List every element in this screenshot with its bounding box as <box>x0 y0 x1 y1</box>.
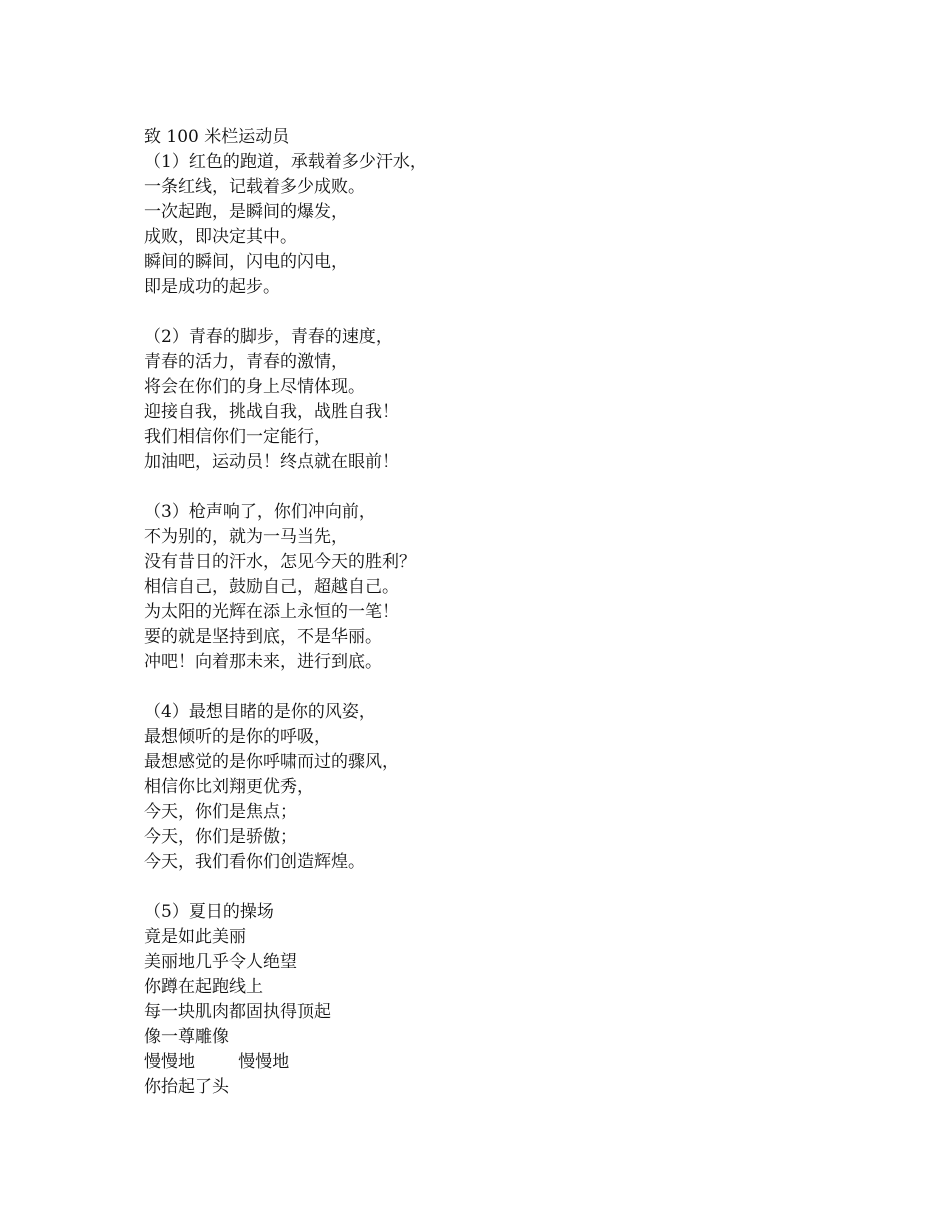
poem-line: 将会在你们的身上尽情体现。 <box>144 377 365 397</box>
poem-line: 今天，你们是焦点； <box>144 802 297 822</box>
poem-line: 冲吧！向着那未来，进行到底。 <box>144 652 382 672</box>
poem-line: 你抬起了头 <box>144 1077 229 1097</box>
poem-line: 一次起跑，是瞬间的爆发， <box>144 202 348 222</box>
poem-line: 你蹲在起跑线上 <box>144 977 263 997</box>
poem-line: 迎接自我，挑战自我，战胜自我！ <box>144 402 399 422</box>
document-body <box>144 125 864 1100</box>
poem-line: 即是成功的起步。 <box>144 277 280 297</box>
poem-line: （2）青春的脚步，青春的速度， <box>144 327 393 347</box>
stanza-spacer <box>144 300 864 325</box>
poem-title: 致 100 米栏运动员 <box>144 127 290 147</box>
poem-line: （1）红色的跑道，承载着多少汗水， <box>144 152 427 172</box>
poem-line: 今天，我们看你们创造辉煌。 <box>144 852 365 872</box>
poem-line: 最想感觉的是你呼啸而过的骤风， <box>144 752 399 772</box>
poem-line: 加油吧，运动员！终点就在眼前！ <box>144 452 399 472</box>
stanza-1 <box>144 150 864 300</box>
poem-line: 为太阳的光辉在添上永恒的一笔！ <box>144 602 399 622</box>
poem-line: 一条红线，记载着多少成败。 <box>144 177 365 197</box>
poem-line: 没有昔日的汗水，怎见今天的胜利？ <box>144 552 416 572</box>
stanza-2 <box>144 325 864 475</box>
stanza-spacer <box>144 675 864 700</box>
poem-line: 慢慢地 慢慢地 <box>144 1052 290 1072</box>
poem-line: 不为别的，就为一马当先， <box>144 527 348 547</box>
stanza-spacer <box>144 875 864 900</box>
poem-line: 瞬间的瞬间，闪电的闪电， <box>144 252 348 272</box>
poem-line: 竟是如此美丽 <box>144 927 246 947</box>
stanza-spacer <box>144 475 864 500</box>
poem-line: 美丽地几乎令人绝望 <box>144 952 297 972</box>
poem-line: 相信你比刘翔更优秀， <box>144 777 314 797</box>
poem-line: 今天，你们是骄傲； <box>144 827 297 847</box>
poem-line: 成败，即决定其中。 <box>144 227 297 247</box>
stanza-4 <box>144 700 864 875</box>
stanza-3 <box>144 500 864 675</box>
poem-line: 青春的活力，青春的激情， <box>144 352 348 372</box>
poem-line: 像一尊雕像 <box>144 1027 229 1047</box>
poem-line: （3）枪声响了，你们冲向前， <box>144 502 376 522</box>
poem-line: （5）夏日的操场 <box>144 902 274 922</box>
poem-line: 我们相信你们一定能行， <box>144 427 331 447</box>
poem-line: （4）最想目睹的是你的风姿， <box>144 702 376 722</box>
poem-line: 最想倾听的是你的呼吸， <box>144 727 331 747</box>
poem-line: 要的就是坚持到底，不是华丽。 <box>144 627 382 647</box>
poem-line: 每一块肌肉都固执得顶起 <box>144 1002 331 1022</box>
stanza-5 <box>144 900 864 1100</box>
poem-line: 相信自己，鼓励自己，超越自己。 <box>144 577 399 597</box>
